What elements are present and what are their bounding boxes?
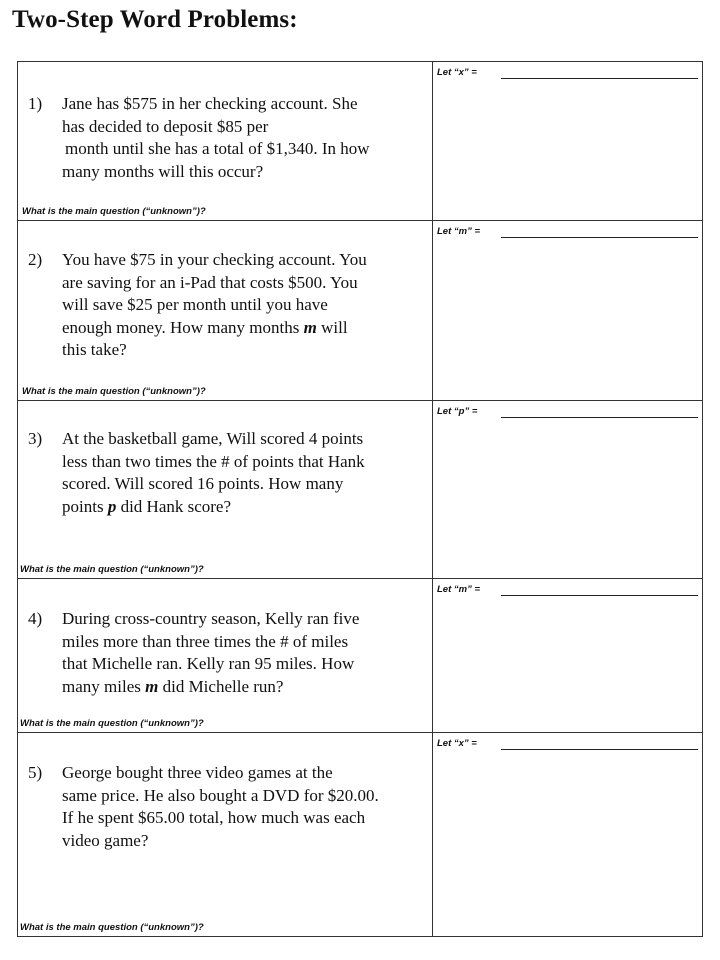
problem-text-line: If he spent $65.00 total, how much was each [62,808,366,827]
let-variable-blank[interactable] [501,417,698,418]
problem-number: 5) [28,763,43,782]
page-title: Two-Step Word Problems: [12,6,298,33]
problem-text-line: Jane has $575 in her checking account. She [62,94,358,113]
problem-text-segment: did Michelle run? [158,676,284,696]
problem-text-line-with-variable [62,676,430,699]
problem-text-segment: will [316,317,348,337]
let-variable-label: Let “x” = [437,738,477,749]
problem-number: 3) [28,429,43,448]
problem-text-line: will save $25 per month until you have [62,295,328,314]
worksheet-table [17,61,703,937]
let-variable-label: Let “x” = [437,67,477,78]
problem-text-line: are saving for an i-Pad that costs $500. You [62,272,358,292]
problem-text-line: that Michelle ran. Kelly ran 95 miles. How [62,654,355,673]
answer-cell-2[interactable] [433,221,702,400]
problem-text [62,93,430,183]
problem-text-segment: points [62,496,108,516]
main-question-prompt: What is the main question (“unknown”)? [20,718,204,729]
let-variable-blank[interactable] [501,595,698,596]
main-question-prompt: What is the main question (“unknown”)? [20,922,204,933]
problem-text-segment: did Hank score? [116,496,232,516]
problem-text [62,762,430,852]
problem-text-line: video game? [62,830,149,850]
problem-text-line: less than two times the # of points that Hank [62,451,365,471]
let-variable-label: Let “m” = [437,584,481,595]
problem-row-3 [18,400,702,578]
problem-text-line: At the basketball game, Will scored 4 points [62,429,364,448]
question-cell-4 [18,579,433,732]
problem-text-line-with-variable [62,496,430,519]
problem-text-line: George bought three video games at the [62,763,333,782]
problem-text-line: same price. He also bought a DVD for $20.00. [62,785,379,805]
problem-text-line: this take? [62,340,127,359]
question-cell-3 [18,401,433,578]
problem-text-line: month until she has a total of $1,340. In how [65,139,370,158]
problem-text [62,249,430,362]
variable-symbol: p [107,496,117,516]
problem-text-line: miles more than three times the # of miles [62,631,349,651]
variable-symbol: m [303,317,317,337]
let-variable-label: Let “p” = [437,406,478,417]
answer-cell-5[interactable] [433,733,702,936]
let-variable-blank[interactable] [501,78,698,79]
problem-text-line: During cross-country season, Kelly ran five [62,609,360,628]
problem-number: 1) [28,94,43,113]
answer-cell-1[interactable] [433,62,702,220]
problem-number: 2) [28,250,43,269]
main-question-prompt: What is the main question (“unknown”)? [22,206,206,217]
question-cell-2 [18,221,433,400]
problem-text [62,608,430,698]
problem-text-line: scored. Will scored 16 points. How many [62,474,344,493]
problem-row-4 [18,578,702,732]
problem-text [62,428,430,518]
let-variable-label: Let “m” = [437,226,481,237]
question-cell-5 [18,733,433,936]
problem-text-line: many months will this occur? [62,161,264,181]
problem-row-1 [18,62,702,220]
question-cell-1 [18,62,433,220]
problem-text-segment: many miles [62,676,146,696]
answer-cell-3[interactable] [433,401,702,578]
problem-text-segment: enough money. How many months [62,317,304,337]
let-variable-blank[interactable] [501,237,698,238]
main-question-prompt: What is the main question (“unknown”)? [20,564,204,575]
main-question-prompt: What is the main question (“unknown”)? [22,386,206,397]
let-variable-blank[interactable] [501,749,698,750]
problem-text-line: has decided to deposit $85 per [62,116,269,136]
problem-row-5 [18,732,702,936]
problem-number: 4) [28,609,43,628]
problem-row-2 [18,220,702,400]
problem-text-line-with-variable [62,317,430,340]
problem-text-line: You have $75 in your checking account. You [62,250,367,269]
answer-cell-4[interactable] [433,579,702,732]
variable-symbol: m [145,676,159,696]
